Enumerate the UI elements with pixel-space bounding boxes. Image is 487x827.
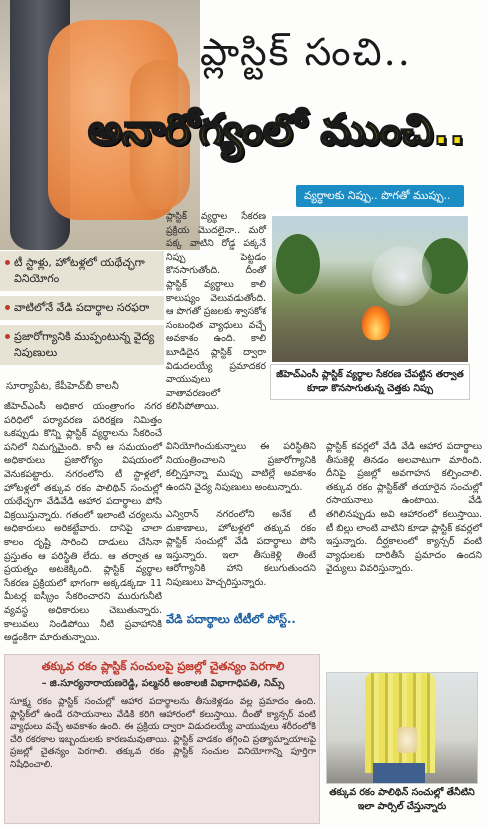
- photo-caption-fire: జీహెచ్‌ఎంసీ ప్లాస్టిక్ వ్యర్థాల సేకరణ చేపట్టిన తర్వాత కూడా కొనసాగుతున్న చెత్తకు నిప్పు: [270, 364, 470, 400]
- byline: సూర్యాపేట, కేపీహెచ్‌బీ కాలనీ: [6, 381, 119, 392]
- plastic-parcel: [397, 727, 417, 753]
- article-column-3: [166, 440, 316, 590]
- man-with-parcel-photo: [326, 672, 478, 784]
- highlight-item: ప్రజారోగ్యానికి ముప్పంటున్న వైద్య నిపుణులు: [0, 324, 164, 365]
- article-column-4: ప్లాస్టిక్ కవర్లలో వేడి వేడి ఆహార పదార్థాలు తీసుకెళ్లి తినడం అలవాటుగా మారింది. దీనిపై ప్రజల్లో అవగాహన కల్పించాలి. తక్కువ రకం ప్లాస్టిక్‌తో తయారైన సంచుల్లో రసాయనాలు ఉంటాయి. వేడి తగిలినప్పుడు అవి ఆహారంలో కలుస్తాయి. టీ బిల్లు లాంటి వాటిని కూడా ప్లాస్టిక్ కవర్లలో ఇస్తున్నారు. దీర్ఘకాలంలో క్యాన్సర్ వంటి వ్యాధులకు దారితీసే ప్రమాదం ఉందని వైద్యులు వివరిస్తున్నారు.: [326, 441, 482, 575]
- highlight-item: వాటిలోనే వేడి పదార్థాల సరఫరా: [0, 295, 164, 320]
- highlight-item: టీ స్టాళ్లు, హోటళ్లలో యథేచ్ఛగా వినియోగం: [0, 250, 164, 291]
- checked-shirt: [365, 673, 435, 773]
- photo-caption-man: తక్కువ రకం పాలిథిన్ సంచుల్లో తేనీటిని ఇలా పార్సిల్ చేస్తున్నారు: [329, 787, 475, 812]
- subheading: వేడి పదార్థాలు టీటీలో పోస్ట్..: [166, 612, 296, 626]
- article-column-2: ప్లాస్టిక్ వ్యర్థాల సేకరణ ప్రక్రియ మొదలైనా.. మరో పక్క వాటిని రోడ్డ పక్కనే నిప్పు పెట్టడం కొనసాగుతోంది. దీంతో ప్లాస్టిక్ వ్యర్థాలు కాలి కాలుష్యం వెలువడుతోంది. ఆ పొగతో ప్రజలకు శ్వాసకోశ సంబంధిత వ్యాధులు వచ్చే అవకాశం ఉంది. కాలి బూడిదైన ప్లాస్టిక్ ద్వారా విడుదలయ్యే ప్రమాదకర వాయువులు వాతావరణంలో కలిసిపోతాయి.: [166, 211, 266, 413]
- quote-box-title: తక్కువ రకం ప్లాస్టిక్ సంచులపై ప్రజల్లో చైతన్యం పెరగాలి: [41, 659, 285, 673]
- column-3-text: వినియోగించుకున్నాలు ఈ పరిస్థితిని నియంత్రించాలని ప్రజారోగ్యానికి కల్పిస్తూన్నా ముప్పు వాటిల్లే అవకాశం ఉందని వైద్య నిపుణులు అంటున్నారు. ఎన్విరాన్ నగరంలోని అనేక టీ దుకాణాలు, హోటళ్లలో తక్కువ రకం ప్లాస్టిక్ సంచుల్లో వేడి పదార్థాలు పోసి ఇస్తున్నారు. ఇలా తీసుకెళ్లి తింటే ఆరోగ్యానికి హాని కలుగుతుందని నిపుణులు హెచ్చరిస్తున్నారు.: [166, 441, 316, 588]
- quote-box-text: సూక్ష్మ రకం ప్లాస్టిక్ సంచుల్లో ఆహార పదార్థాలను తీసుకెళ్లడం వల్ల ప్రమాదం ఉంది. ప్లాస్టిక్‌లో ఉండే రసాయనాలు వేడికి కరిగి ఆహారంలో కలుస్తాయి. దీంతో క్యాన్సర్ వంటి వ్యాధులు వచ్చే అవకాశం ఉంది. ఈ ప్రక్రియ ద్వారా విడుదలయ్యే వాయువులు శరీరంలోకి చేరి రకరకాల ఇబ్బందులకు కారణమవుతాయి. ప్లాస్టిక్ వాడకం తగ్గించి ప్రత్యామ్నాయాలపై ప్రజల్లో చైతన్యం పెరగాలి. తక్కువ రకం ప్లాస్టిక్ సంచుల వినియోగాన్ని పూర్తిగా నిషేధించాలి.: [10, 697, 316, 770]
- tree-shape: [276, 234, 320, 294]
- quote-box-author: – జి.సూర్యనారాయణరెడ్డి, పల్మనరీ అంకాలజీ విభాగాధిపతి, నిమ్స్: [41, 678, 285, 689]
- highlights-list: [0, 250, 164, 369]
- burning-waste-photo: [270, 214, 470, 364]
- jeans: [373, 763, 425, 784]
- section-tag: వ్యర్థాలకు నిప్పు.. పొగతో ముప్పు..: [296, 185, 464, 207]
- fire-icon: [362, 306, 390, 340]
- headline-line-2: అనారోగ్యంలో ముంచి..: [88, 105, 466, 154]
- smoke-shape: [372, 246, 432, 306]
- headline-line-1: ప్లాస్టిక్ సంచి..: [200, 30, 412, 74]
- article-column-1: జీహెచ్‌ఎంసీ అధికార యంత్రాంగం నగర పరిధిలో పర్యావరణ పరిరక్షణ నిమిత్తం ఒకప్పుడు కొన్ని ప్లాస్టిక్ వ్యర్థాలను సేకరించే పనిలో నిమగ్నమైంది. కానీ ఆ సమయంలో అధికారులు ప్రజారోగ్యం విషయంలో వెనుకపట్టారు. నగరంలోని టీ స్టాళ్లలో, హోటళ్లలో తక్కువ రకం పాలిథిన్ సంచుల్లో యథేచ్ఛగా వేడివేడి ఆహార పదార్థాలు పోసి విక్రయిస్తున్నారు. గతంలో ఇలాంటి చర్యలను అధికారులు అరికట్టేవారు. దానిపై చాలా కాలం దృష్టి సారించి దాడులు చేసినా ప్రస్తుతం ఆ పరిస్థితి లేదు. ఆ తర్వాత ఆ ప్రయత్నం అటకెక్కింది. ప్లాస్టిక్ వ్యర్థాల సేకరణ ప్రక్రియలో భాగంగా అక్కడక్కడా 11 మీటర్ల ఐస్క్రీం సేకరించారని మురుగునీటి వ్యవస్థ అధికారులు చెబుతున్నారు. కాలువలు నిండిపోయి నీటి ప్రవాహానికి అడ్డంకిగా మారుతున్నాయి.: [4, 401, 162, 644]
